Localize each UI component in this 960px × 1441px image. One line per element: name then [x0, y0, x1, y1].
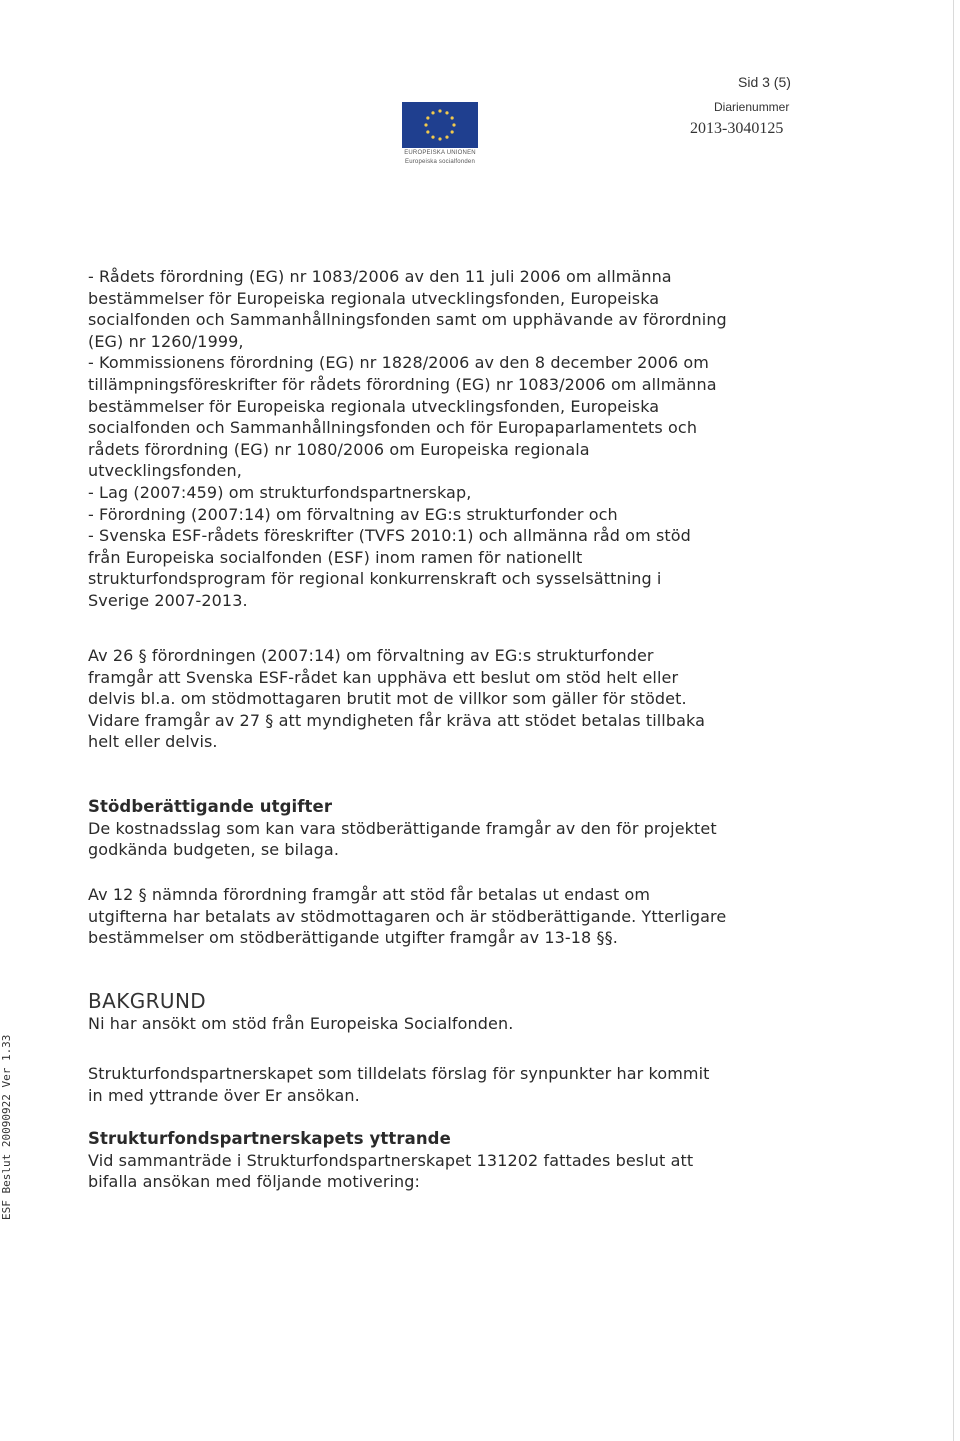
paragraph-12	[88, 884, 800, 949]
paragraph-line: Vid sammanträde i Strukturfondspartnerskapet 131202 fattades beslut att	[88, 1150, 694, 1170]
eu-star	[424, 123, 427, 126]
list-line: - Lag (2007:459) om strukturfondspartnerskap,	[88, 482, 472, 502]
section-heading: Strukturfondspartnerskapets yttrande	[88, 1129, 451, 1148]
list-line: - Rådets förordning (EG) nr 1083/2006 av den 11 juli 2006 om allmänna	[88, 267, 672, 286]
paragraph-partnership	[88, 1063, 800, 1106]
eu-star	[445, 111, 448, 114]
paragraph-line: De kostnadsslag som kan vara stödberättigande framgår av den för projektet	[88, 818, 717, 838]
paragraph-line: bifalla ansökan med följande motivering:	[88, 1172, 421, 1192]
logo-line-1: EUROPEISKA UNIONEN	[404, 150, 476, 156]
list-line: - Förordning (2007:14) om förvaltning av EG:s strukturfonder och	[88, 504, 618, 524]
eu-star	[452, 123, 455, 126]
list-line: bestämmelser för Europeiska regionala utvecklingsfonden, Europeiska	[88, 396, 660, 416]
eu-star	[431, 111, 434, 114]
diarie-label: Diarienummer	[714, 100, 790, 114]
paragraph-line: Ni har ansökt om stöd från Europeiska Socialfonden.	[88, 1013, 514, 1033]
list-line: socialfonden och Sammanhållningsfonden och för Europaparlamentets och	[88, 418, 698, 438]
paragraph-line: godkända budgeten, se bilaga.	[88, 840, 340, 860]
list-line: tillämpningsföreskrifter för rådets förordning (EG) nr 1083/2006 om allmänna	[88, 374, 717, 394]
paragraph-26	[88, 645, 800, 753]
eu-logo	[402, 102, 478, 166]
section-stodberattigande	[88, 796, 800, 861]
eu-star	[431, 136, 434, 139]
paragraph-line: delvis bl.a. om stödmottagaren brutit mot de villkor som gäller för stödet.	[88, 689, 687, 709]
list-line: (EG) nr 1260/1999,	[88, 331, 244, 351]
list-line: socialfonden och Sammanhållningsfonden samt om upphävande av förordning	[88, 310, 727, 330]
list-line: - Svenska ESF-rådets föreskrifter (TVFS 2010:1) och allmänna råd om stöd	[88, 526, 691, 546]
eu-star	[438, 137, 441, 140]
eu-star	[445, 136, 448, 139]
paragraph-line: framgår att Svenska ESF-rådet kan upphäva ett beslut om stöd helt eller	[88, 667, 679, 687]
eu-star	[426, 116, 429, 119]
legal-references-list	[88, 266, 800, 612]
logo-line-2: Europeiska socialfonden	[405, 159, 475, 165]
list-line: strukturfondsprogram för regional konkurrenskraft och sysselsättning i	[88, 569, 662, 589]
section-heading: BAKGRUND	[88, 989, 207, 1013]
page-number: Sid 3 (5)	[738, 74, 791, 90]
eu-star	[426, 130, 429, 133]
eu-star	[451, 130, 454, 133]
list-line: utvecklingsfonden,	[88, 461, 242, 481]
paragraph-line: helt eller delvis.	[88, 732, 218, 752]
paragraph-line: Strukturfondspartnerskapet som tilldelats förslag för synpunkter har kommit	[88, 1064, 710, 1083]
section-yttrande	[88, 1128, 800, 1193]
paragraph-line: bestämmelser om stödberättigande utgifter framgår av 13-18 §§.	[88, 928, 618, 948]
eu-star	[451, 116, 454, 119]
paragraph-line: utgifterna har betalats av stödmottagaren och är stödberättigande. Ytterligare	[88, 906, 727, 926]
form-version-label: ESF Beslut 20090922 Ver 1.33	[0, 1034, 13, 1220]
diarie-number: 2013-3040125	[690, 120, 784, 137]
list-line: - Kommissionens förordning (EG) nr 1828/2006 av den 8 december 2006 om	[88, 353, 709, 373]
list-line: Sverige 2007-2013.	[88, 590, 248, 610]
list-line: från Europeiska socialfonden (ESF) inom ramen för nationellt	[88, 547, 583, 567]
section-heading: Stödberättigande utgifter	[88, 797, 333, 816]
page-edge-line	[953, 0, 954, 1441]
paragraph-line: Av 12 § nämnda förordning framgår att stöd får betalas ut endast om	[88, 885, 651, 904]
list-line: bestämmelser för Europeiska regionala utvecklingsfonden, Europeiska	[88, 288, 660, 308]
paragraph-line: Av 26 § förordningen (2007:14) om förvaltning av EG:s strukturfonder	[88, 646, 654, 665]
eu-flag-icon	[402, 102, 478, 148]
paragraph-line: Vidare framgår av 27 § att myndigheten får kräva att stödet betalas tillbaka	[88, 710, 706, 730]
section-bakgrund	[88, 991, 800, 1034]
list-line: rådets förordning (EG) nr 1080/2006 om Europeiska regionala	[88, 439, 590, 459]
eu-star	[438, 109, 441, 112]
paragraph-line: in med yttrande över Er ansökan.	[88, 1085, 360, 1105]
